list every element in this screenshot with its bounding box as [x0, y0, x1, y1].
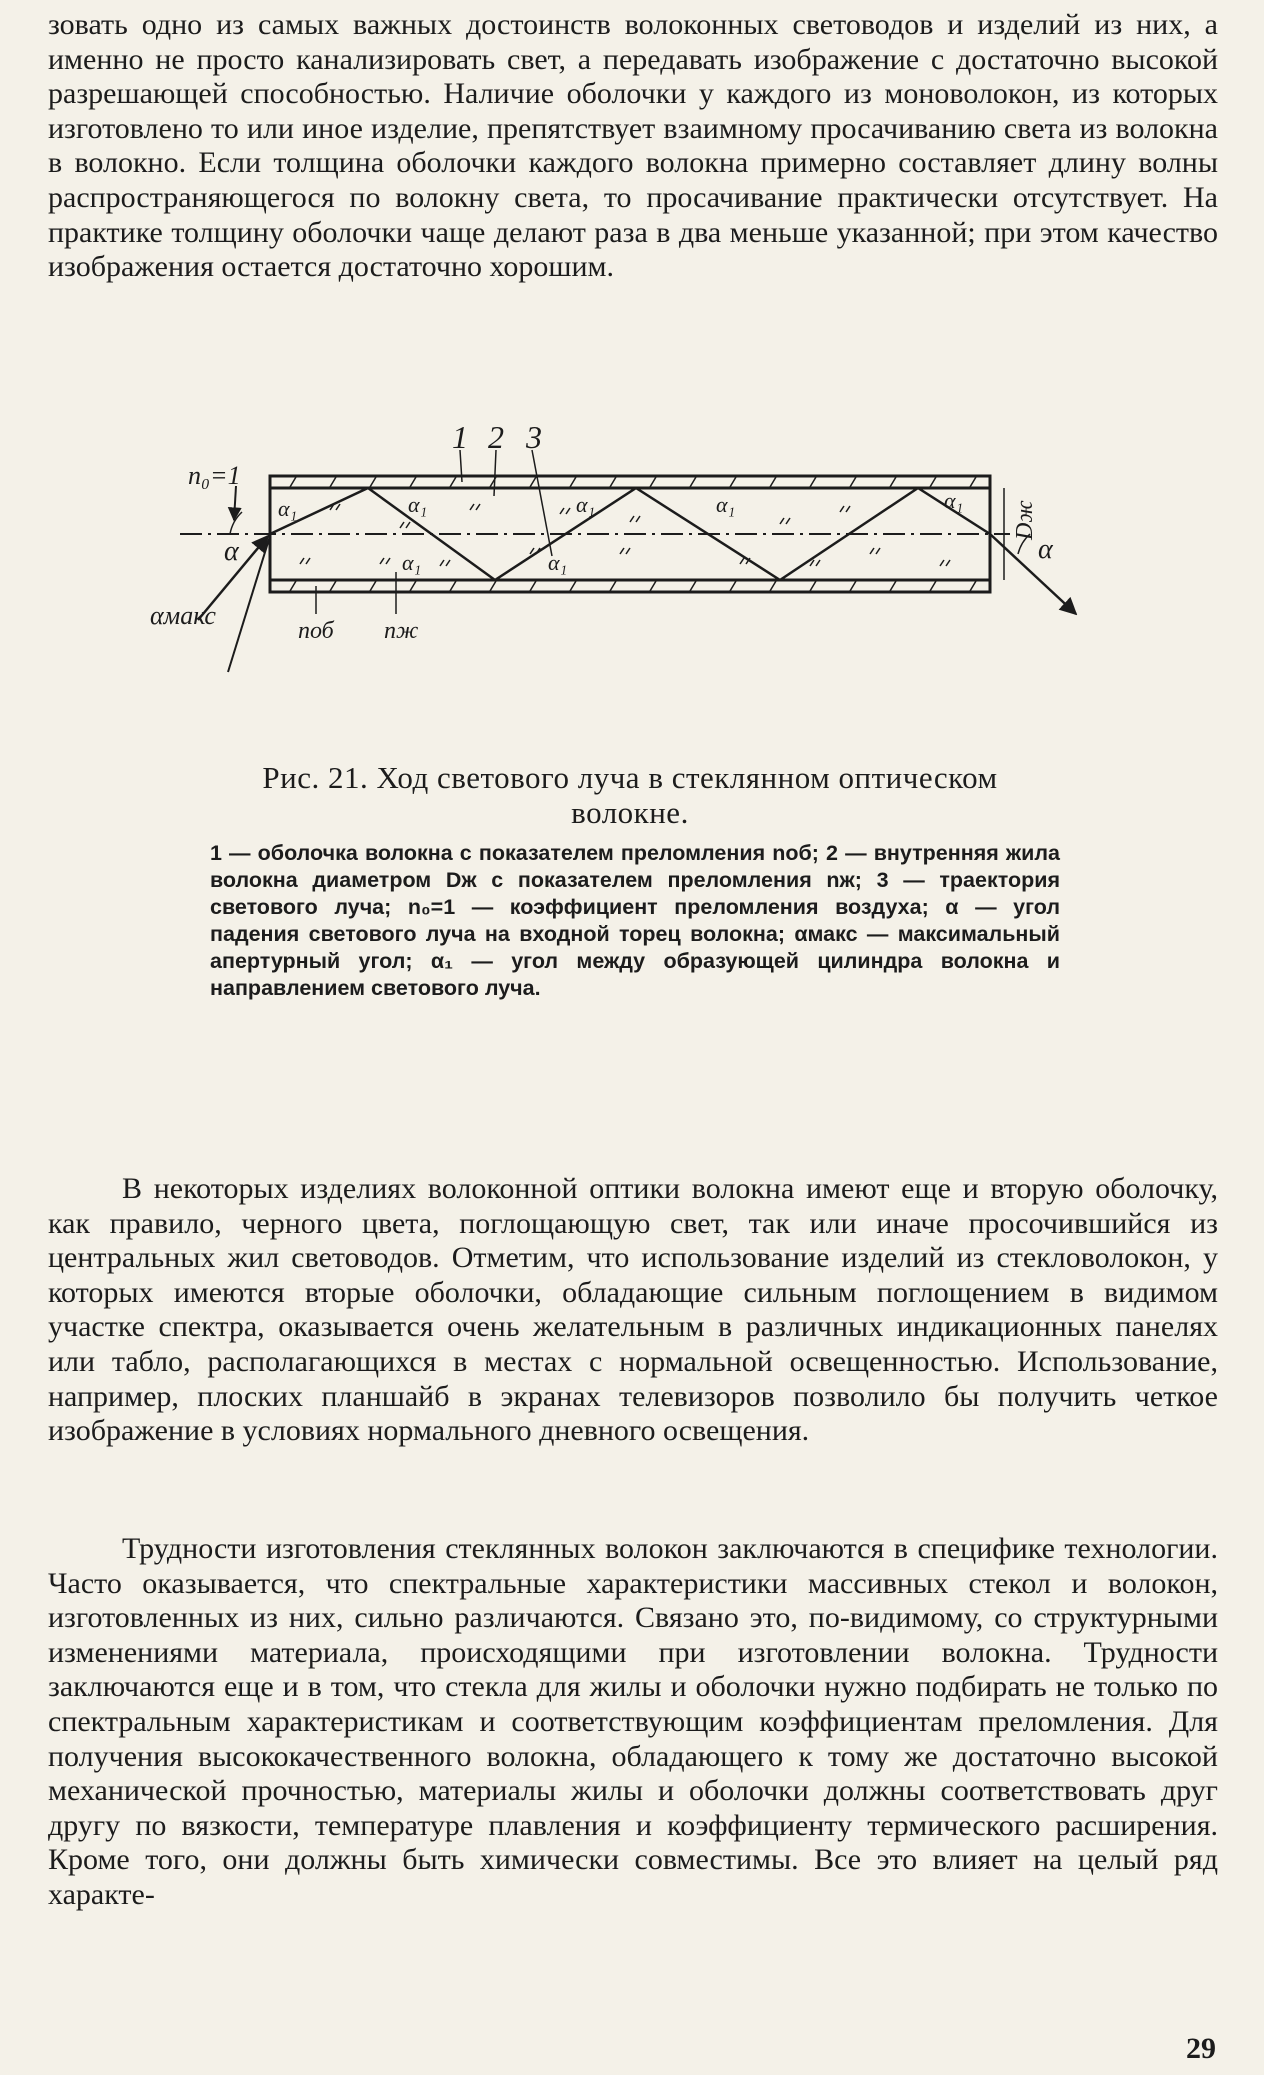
n0-leader [234, 486, 236, 520]
label-n0: n₀=1 [188, 461, 241, 490]
label-alpha-right: α [1038, 534, 1053, 565]
label-alpha-max: αмакс [150, 601, 216, 630]
page-number: 29 [1186, 2032, 1216, 2065]
figure-caption: 1 — оболочка волокна с показателем преломления nоб; 2 — внутренняя жила волокна диаметром Dж с показателем преломления nж; 3 — траектория светового луча; n₀=1 — коэффициент преломления воздуха; α — угол падения светового луча на входной торец волокна; αмакс — максимальный апертурный угол; α₁ — угол между образующей цилиндра волокна и направлением светового луча. [210, 841, 1060, 1000]
label-d-zh: Dж [1012, 500, 1038, 540]
paragraph-bottom: Трудности изготовления стеклянных волокон заключаются в специфике технологии. Часто оказывается, что спектральные характеристики массивных стекол и волокон, изготовленных из них, сильно различаются. Связано это, по-видимому, со структурными изменениями материала, происходящими при изготовлении волокна. Трудности заключаются еще и в том, что стекла для жилы и оболочки нужно подбирать не только по спектральным характеристикам и соответствующим коэффициентам преломления. Для получения высококачественного волокна, обладающего к тому же достаточно высокой механической прочностью, материалы жилы и оболочки должны соответствовать друг другу по вязкости, температуре плавления и коэффициенту термического расширения. Кроме того, они должны быть химически совместимы. Все это влияет на целый ряд характе- [48, 1532, 1218, 1911]
label-alpha1-g: α₁ [944, 488, 964, 513]
label-alpha1-a: α₁ [278, 496, 298, 521]
figure-fiber-ray-diagram [150, 419, 1110, 714]
label-alpha1-d: α₁ [716, 492, 736, 517]
paragraph-middle: В некоторых изделиях волоконной оптики волокна имеют еще и вторую оболочку, как правило, черного цвета, поглощающую свет, так или иначе просочившийся из центральных жил световодов. Отметим, что использование изделий из стекловолокон, у которых имеются вторые оболочки, обладающие сильным поглощением в видимом участке спектра, оказывается очень желательным в различных индикационных панелях или табло, располагающихся в местах с нормальной освещенностью. Использование, например, плоских планшайб в экранах телевизоров позволило бы получить четкое изображение в условиях нормального дневного освещения. [48, 1172, 1218, 1448]
label-alpha-left: α [224, 536, 239, 567]
figure-title: Рис. 21. Ход светового луча в стеклянном оптическом волокне. [262, 760, 998, 830]
exit-ray [990, 534, 1076, 614]
label-1: 1 [452, 419, 468, 455]
label-alpha1-c: α₁ [576, 492, 596, 517]
label-n-ob: nоб [298, 618, 334, 644]
label-2: 2 [488, 419, 504, 455]
label-n-zh: nж [384, 618, 419, 644]
paragraph-top: зовать одно из самых важных достоинств волоконных световодов и изделий из них, а именно не просто канализировать свет, а передавать изображение с достаточно высокой разрешающей способностью. Наличие оболочки у каждого из моноволокон, из которых изготовлено то или иное изделие, препятствует взаимному просачиванию света из волокна в волокно. Если толщина оболочки каждого волокна примерно составляет длину волны распространяющегося по волокну света, то просачивание практически отсутствует. На практике толщину оболочки чаще делают раза в два меньше указанной; при этом качество изображения остается достаточно хорошим. [48, 8, 1218, 284]
label-alpha1-e: α₁ [402, 550, 422, 575]
label-alpha1-b: α₁ [408, 492, 428, 517]
leader-3 [532, 450, 552, 556]
label-3: 3 [526, 419, 542, 455]
label-alpha1-f: α₁ [548, 550, 568, 575]
